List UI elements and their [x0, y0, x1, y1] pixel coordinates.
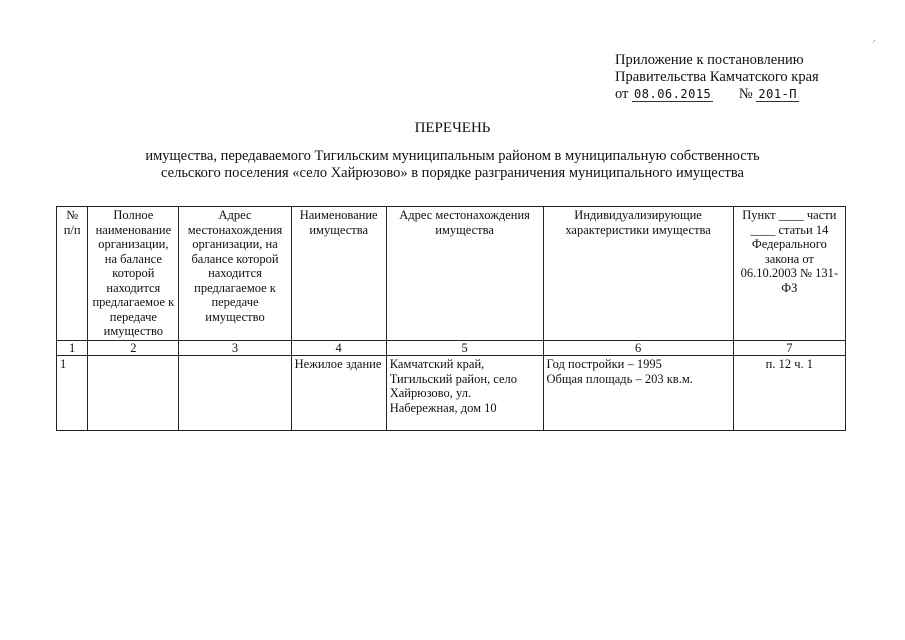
number-prefix: № [738, 86, 753, 102]
column-number: 1 [57, 340, 88, 356]
document-subtitle [0, 148, 905, 182]
subtitle-line-1: имущества, передаваемого Тигильским муниципальным районом в муниципальную собственность [145, 148, 760, 164]
table-row [57, 356, 846, 431]
column-number: 2 [88, 340, 179, 356]
header-row [57, 207, 846, 341]
column-number: 4 [291, 340, 386, 356]
appendix-line-2: Правительства Камчатского края [615, 69, 819, 85]
column-number: 3 [179, 340, 291, 356]
cell-num: 1 [57, 356, 88, 431]
characteristic-area: Общая площадь – 203 кв.м. [546, 371, 693, 386]
document-title: ПЕРЕЧЕНЬ [414, 120, 491, 136]
appendix-line-1: Приложение к постановлению [615, 52, 804, 68]
property-table [56, 206, 846, 431]
date-prefix: от [615, 86, 629, 102]
cell-characteristics [543, 356, 733, 431]
header-property-address: Адрес местонахождения имущества [386, 207, 543, 341]
header-org-name: Полное наименование организации, на балансе которой находится предлагаемое к передаче имущество [88, 207, 179, 341]
header-property-name: Наименование имущества [291, 207, 386, 341]
column-number-row [57, 340, 846, 356]
characteristic-year: Год постройки – 1995 [546, 357, 662, 371]
subtitle-line-2: сельского поселения «село Хайрюзово» в порядке разграничения муниципального имущества [161, 165, 744, 181]
header-clause: Пункт ____ части ____ статьи 14 Федерального закона от 06.10.2003 № 131-ФЗ [733, 207, 845, 341]
header-characteristics: Индивидуализирующие характеристики имущества [543, 207, 733, 341]
header-org-address: Адрес местонахождения организации, на балансе которой находится предлагаемое к передаче имущество [179, 207, 291, 341]
column-number: 6 [543, 340, 733, 356]
cell-property-address: Камчатский край, Тигильский район, село Хайрюзово, ул. Набережная, дом 10 [386, 356, 543, 431]
appendix-block [615, 52, 819, 103]
cell-org-address [179, 356, 291, 431]
appendix-date-line [615, 86, 819, 103]
cell-property-name: Нежилое здание [291, 356, 386, 431]
column-number: 5 [386, 340, 543, 356]
cell-clause: п. 12 ч. 1 [733, 356, 845, 431]
header-num: № п/п [57, 207, 88, 341]
column-number: 7 [733, 340, 845, 356]
handwritten-date: 08.06.2015 [634, 87, 712, 101]
handwritten-number: 201-П [758, 87, 797, 101]
cell-org-name [88, 356, 179, 431]
margin-mark: ⸝ [872, 35, 876, 44]
